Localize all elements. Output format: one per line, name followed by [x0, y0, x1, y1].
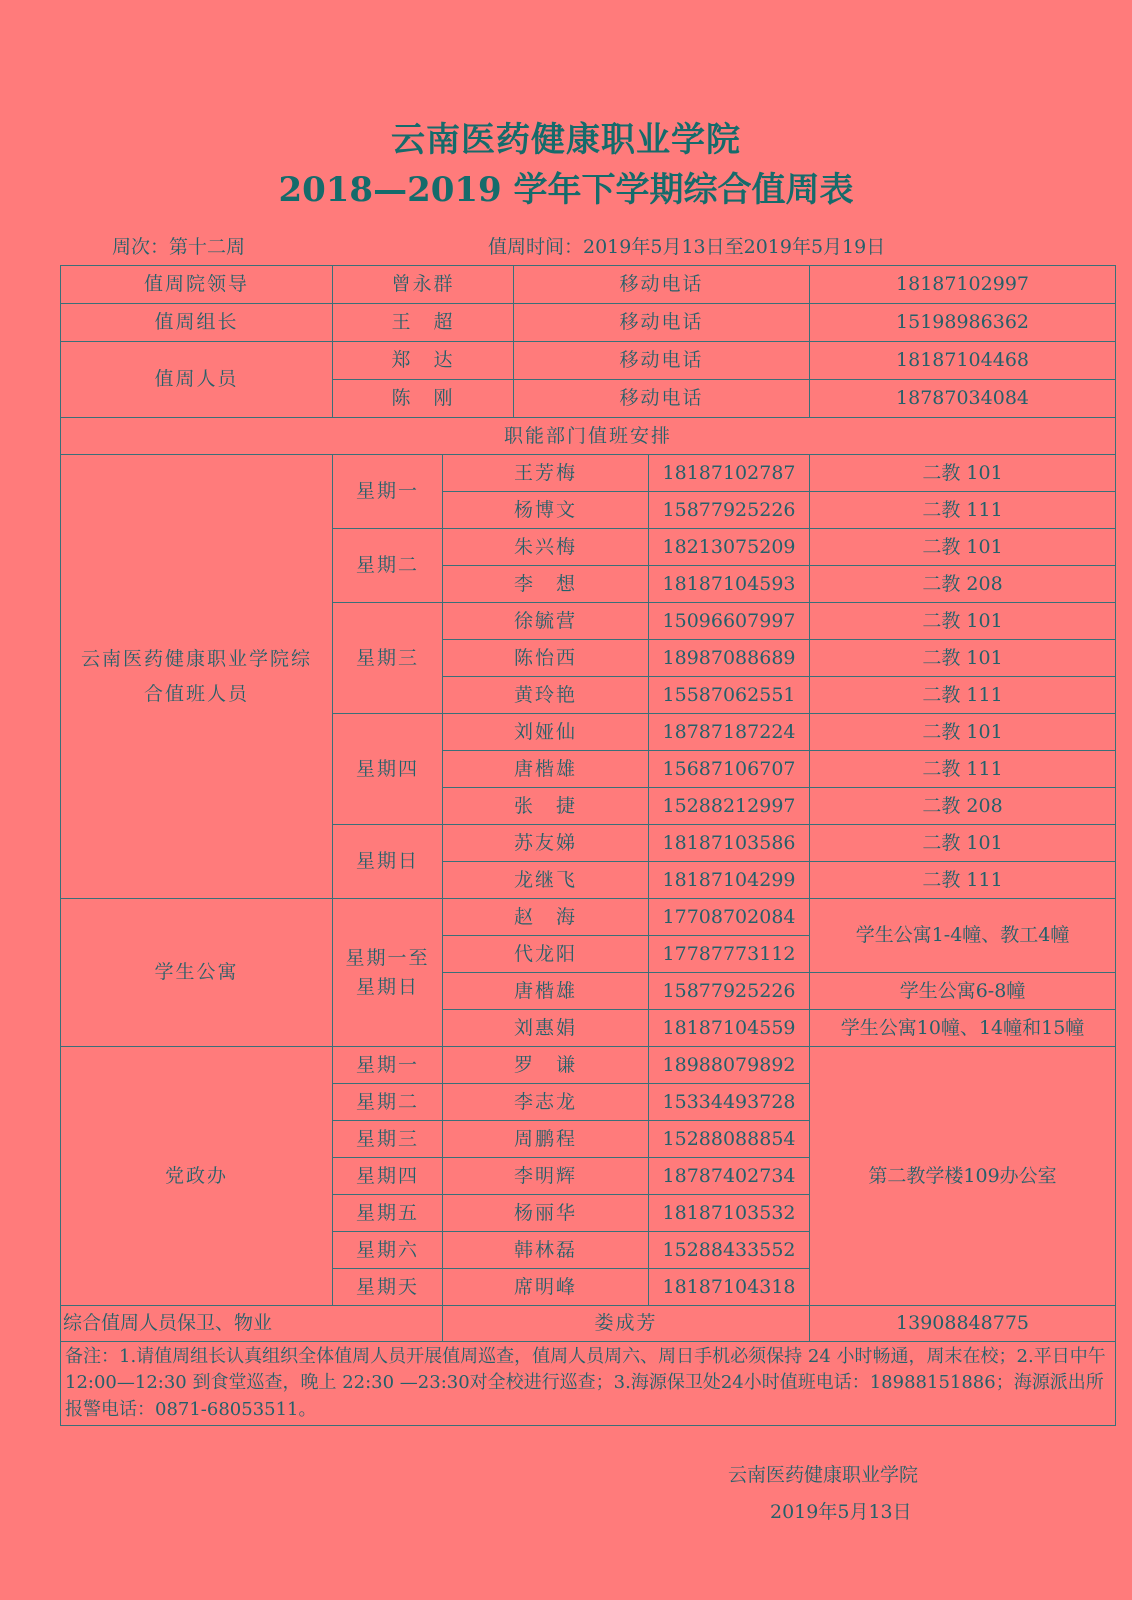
name-cell: 李 想 — [443, 566, 649, 603]
dorm-group-cell: 学生公寓 — [61, 899, 333, 1047]
day-cell: 星期一至星期日 — [333, 899, 443, 1047]
name-cell: 赵 海 — [443, 899, 649, 936]
phone-cell: 18187103532 — [649, 1195, 810, 1232]
table-row — [61, 1306, 1116, 1342]
place-cell: 二教 111 — [810, 862, 1116, 899]
phone-cell: 18787034084 — [810, 380, 1116, 418]
document-subtitle: 2018—2019 学年下学期综合值周表 — [278, 170, 854, 210]
phone-cell: 13908848775 — [810, 1306, 1116, 1342]
phone-cell: 18187102787 — [649, 455, 810, 492]
phone-cell: 18787187224 — [649, 714, 810, 751]
week-label: 周次：第十二周 — [112, 236, 246, 258]
table-row — [61, 418, 1116, 455]
table-row — [61, 1342, 1116, 1426]
phone-cell: 18213075209 — [649, 529, 810, 566]
name-cell: 陈 刚 — [333, 380, 514, 418]
place-cell: 二教 111 — [810, 751, 1116, 788]
document-title: 云南医药健康职业学院 — [391, 120, 741, 160]
name-cell: 席明峰 — [443, 1269, 649, 1306]
day-cell: 星期五 — [333, 1195, 443, 1232]
role-cell: 值周人员 — [61, 342, 333, 418]
day-cell: 星期一 — [333, 1047, 443, 1084]
table-row — [61, 1047, 1116, 1084]
phone-cell: 15096607997 — [649, 603, 810, 640]
name-cell: 李明辉 — [443, 1158, 649, 1195]
place-cell: 二教 101 — [810, 529, 1116, 566]
name-cell: 龙继飞 — [443, 862, 649, 899]
place-cell: 二教 208 — [810, 566, 1116, 603]
name-cell: 杨博文 — [443, 492, 649, 529]
role-cell: 值周组长 — [61, 304, 333, 342]
notes-cell: 备注：1.请值周组长认真组织全体值周人员开展值周巡查，值周人员周六、周日手机必须保持 24 小时畅通，周末在校；2.平日中午 12:00—12:30 到食堂巡查，晚上 22:30 —23:30对全校进行巡查；3.海源保卫处24小时值班电话：18988151886；海源派出所报警电话：0871-68053511。 — [61, 1342, 1116, 1426]
table-row — [61, 455, 1116, 492]
phone-cell: 15334493728 — [649, 1084, 810, 1121]
name-cell: 唐楷雄 — [443, 751, 649, 788]
phone-cell: 15288433552 — [649, 1232, 810, 1269]
duty-table — [60, 265, 1116, 1426]
day-cell: 星期四 — [333, 1158, 443, 1195]
name-cell: 杨丽华 — [443, 1195, 649, 1232]
name-cell: 王芳梅 — [443, 455, 649, 492]
phone-cell: 17787773112 — [649, 936, 810, 973]
footer-organization: 云南医药健康职业学院 — [728, 1464, 919, 1486]
name-cell: 韩林磊 — [443, 1232, 649, 1269]
name-cell: 张 捷 — [443, 788, 649, 825]
name-cell: 娄成芳 — [443, 1306, 810, 1342]
place-cell: 二教 111 — [810, 492, 1116, 529]
name-cell: 曾永群 — [333, 266, 514, 304]
place-cell: 学生公寓1-4幢、教工4幢 — [810, 899, 1116, 973]
day-cell: 星期四 — [333, 714, 443, 825]
phone-cell: 18187104318 — [649, 1269, 810, 1306]
phone-cell: 18187104299 — [649, 862, 810, 899]
phone-cell: 15587062551 — [649, 677, 810, 714]
phone-cell: 18187104468 — [810, 342, 1116, 380]
day-cell: 星期一 — [333, 455, 443, 529]
phone-cell: 18787402734 — [649, 1158, 810, 1195]
phone-cell: 17708702084 — [649, 899, 810, 936]
phone-cell: 15877925226 — [649, 973, 810, 1010]
name-cell: 陈怡西 — [443, 640, 649, 677]
phone-label-cell: 移动电话 — [514, 342, 810, 380]
table-row — [61, 304, 1116, 342]
day-cell: 星期六 — [333, 1232, 443, 1269]
name-cell: 黄玲艳 — [443, 677, 649, 714]
place-cell: 二教 208 — [810, 788, 1116, 825]
name-cell: 李志龙 — [443, 1084, 649, 1121]
security-label-cell: 综合值周人员保卫、物业 — [61, 1306, 443, 1342]
phone-cell: 18187104593 — [649, 566, 810, 603]
phone-label-cell: 移动电话 — [514, 380, 810, 418]
day-cell: 星期二 — [333, 1084, 443, 1121]
period-label: 值周时间：2019年5月13日至2019年5月19日 — [488, 236, 886, 258]
phone-cell: 18187102997 — [810, 266, 1116, 304]
name-cell: 唐楷雄 — [443, 973, 649, 1010]
place-cell: 学生公寓6-8幢 — [810, 973, 1116, 1010]
place-cell: 二教 101 — [810, 640, 1116, 677]
name-cell: 刘娅仙 — [443, 714, 649, 751]
place-cell: 二教 101 — [810, 714, 1116, 751]
place-cell: 二教 111 — [810, 677, 1116, 714]
table-row — [61, 342, 1116, 380]
name-cell: 朱兴梅 — [443, 529, 649, 566]
table-row — [61, 899, 1116, 936]
phone-label-cell: 移动电话 — [514, 304, 810, 342]
place-cell: 学生公寓10幢、14幢和15幢 — [810, 1010, 1116, 1047]
name-cell: 苏友娣 — [443, 825, 649, 862]
name-cell: 罗 谦 — [443, 1047, 649, 1084]
name-cell: 王 超 — [333, 304, 514, 342]
general-group-cell: 云南医药健康职业学院综合值班人员 — [61, 455, 333, 899]
phone-cell: 15288212997 — [649, 788, 810, 825]
name-cell: 代龙阳 — [443, 936, 649, 973]
phone-cell: 15687106707 — [649, 751, 810, 788]
place-cell: 二教 101 — [810, 455, 1116, 492]
day-cell: 星期日 — [333, 825, 443, 899]
name-cell: 徐毓营 — [443, 603, 649, 640]
day-cell: 星期天 — [333, 1269, 443, 1306]
place-cell: 二教 101 — [810, 825, 1116, 862]
phone-label-cell: 移动电话 — [514, 266, 810, 304]
phone-cell: 18987088689 — [649, 640, 810, 677]
phone-cell: 18988079892 — [649, 1047, 810, 1084]
phone-cell: 15877925226 — [649, 492, 810, 529]
table-row — [61, 266, 1116, 304]
section-header: 职能部门值班安排 — [61, 418, 1116, 455]
role-cell: 值周院领导 — [61, 266, 333, 304]
phone-cell: 15198986362 — [810, 304, 1116, 342]
name-cell: 周鹏程 — [443, 1121, 649, 1158]
day-cell: 星期三 — [333, 603, 443, 714]
phone-cell: 18187104559 — [649, 1010, 810, 1047]
day-cell: 星期三 — [333, 1121, 443, 1158]
name-cell: 刘惠娟 — [443, 1010, 649, 1047]
day-cell: 星期二 — [333, 529, 443, 603]
phone-cell: 18187103586 — [649, 825, 810, 862]
footer-date: 2019年5月13日 — [770, 1501, 912, 1523]
name-cell: 郑 达 — [333, 342, 514, 380]
phone-cell: 15288088854 — [649, 1121, 810, 1158]
place-cell: 第二教学楼109办公室 — [810, 1047, 1116, 1306]
party-group-cell: 党政办 — [61, 1047, 333, 1306]
place-cell: 二教 101 — [810, 603, 1116, 640]
